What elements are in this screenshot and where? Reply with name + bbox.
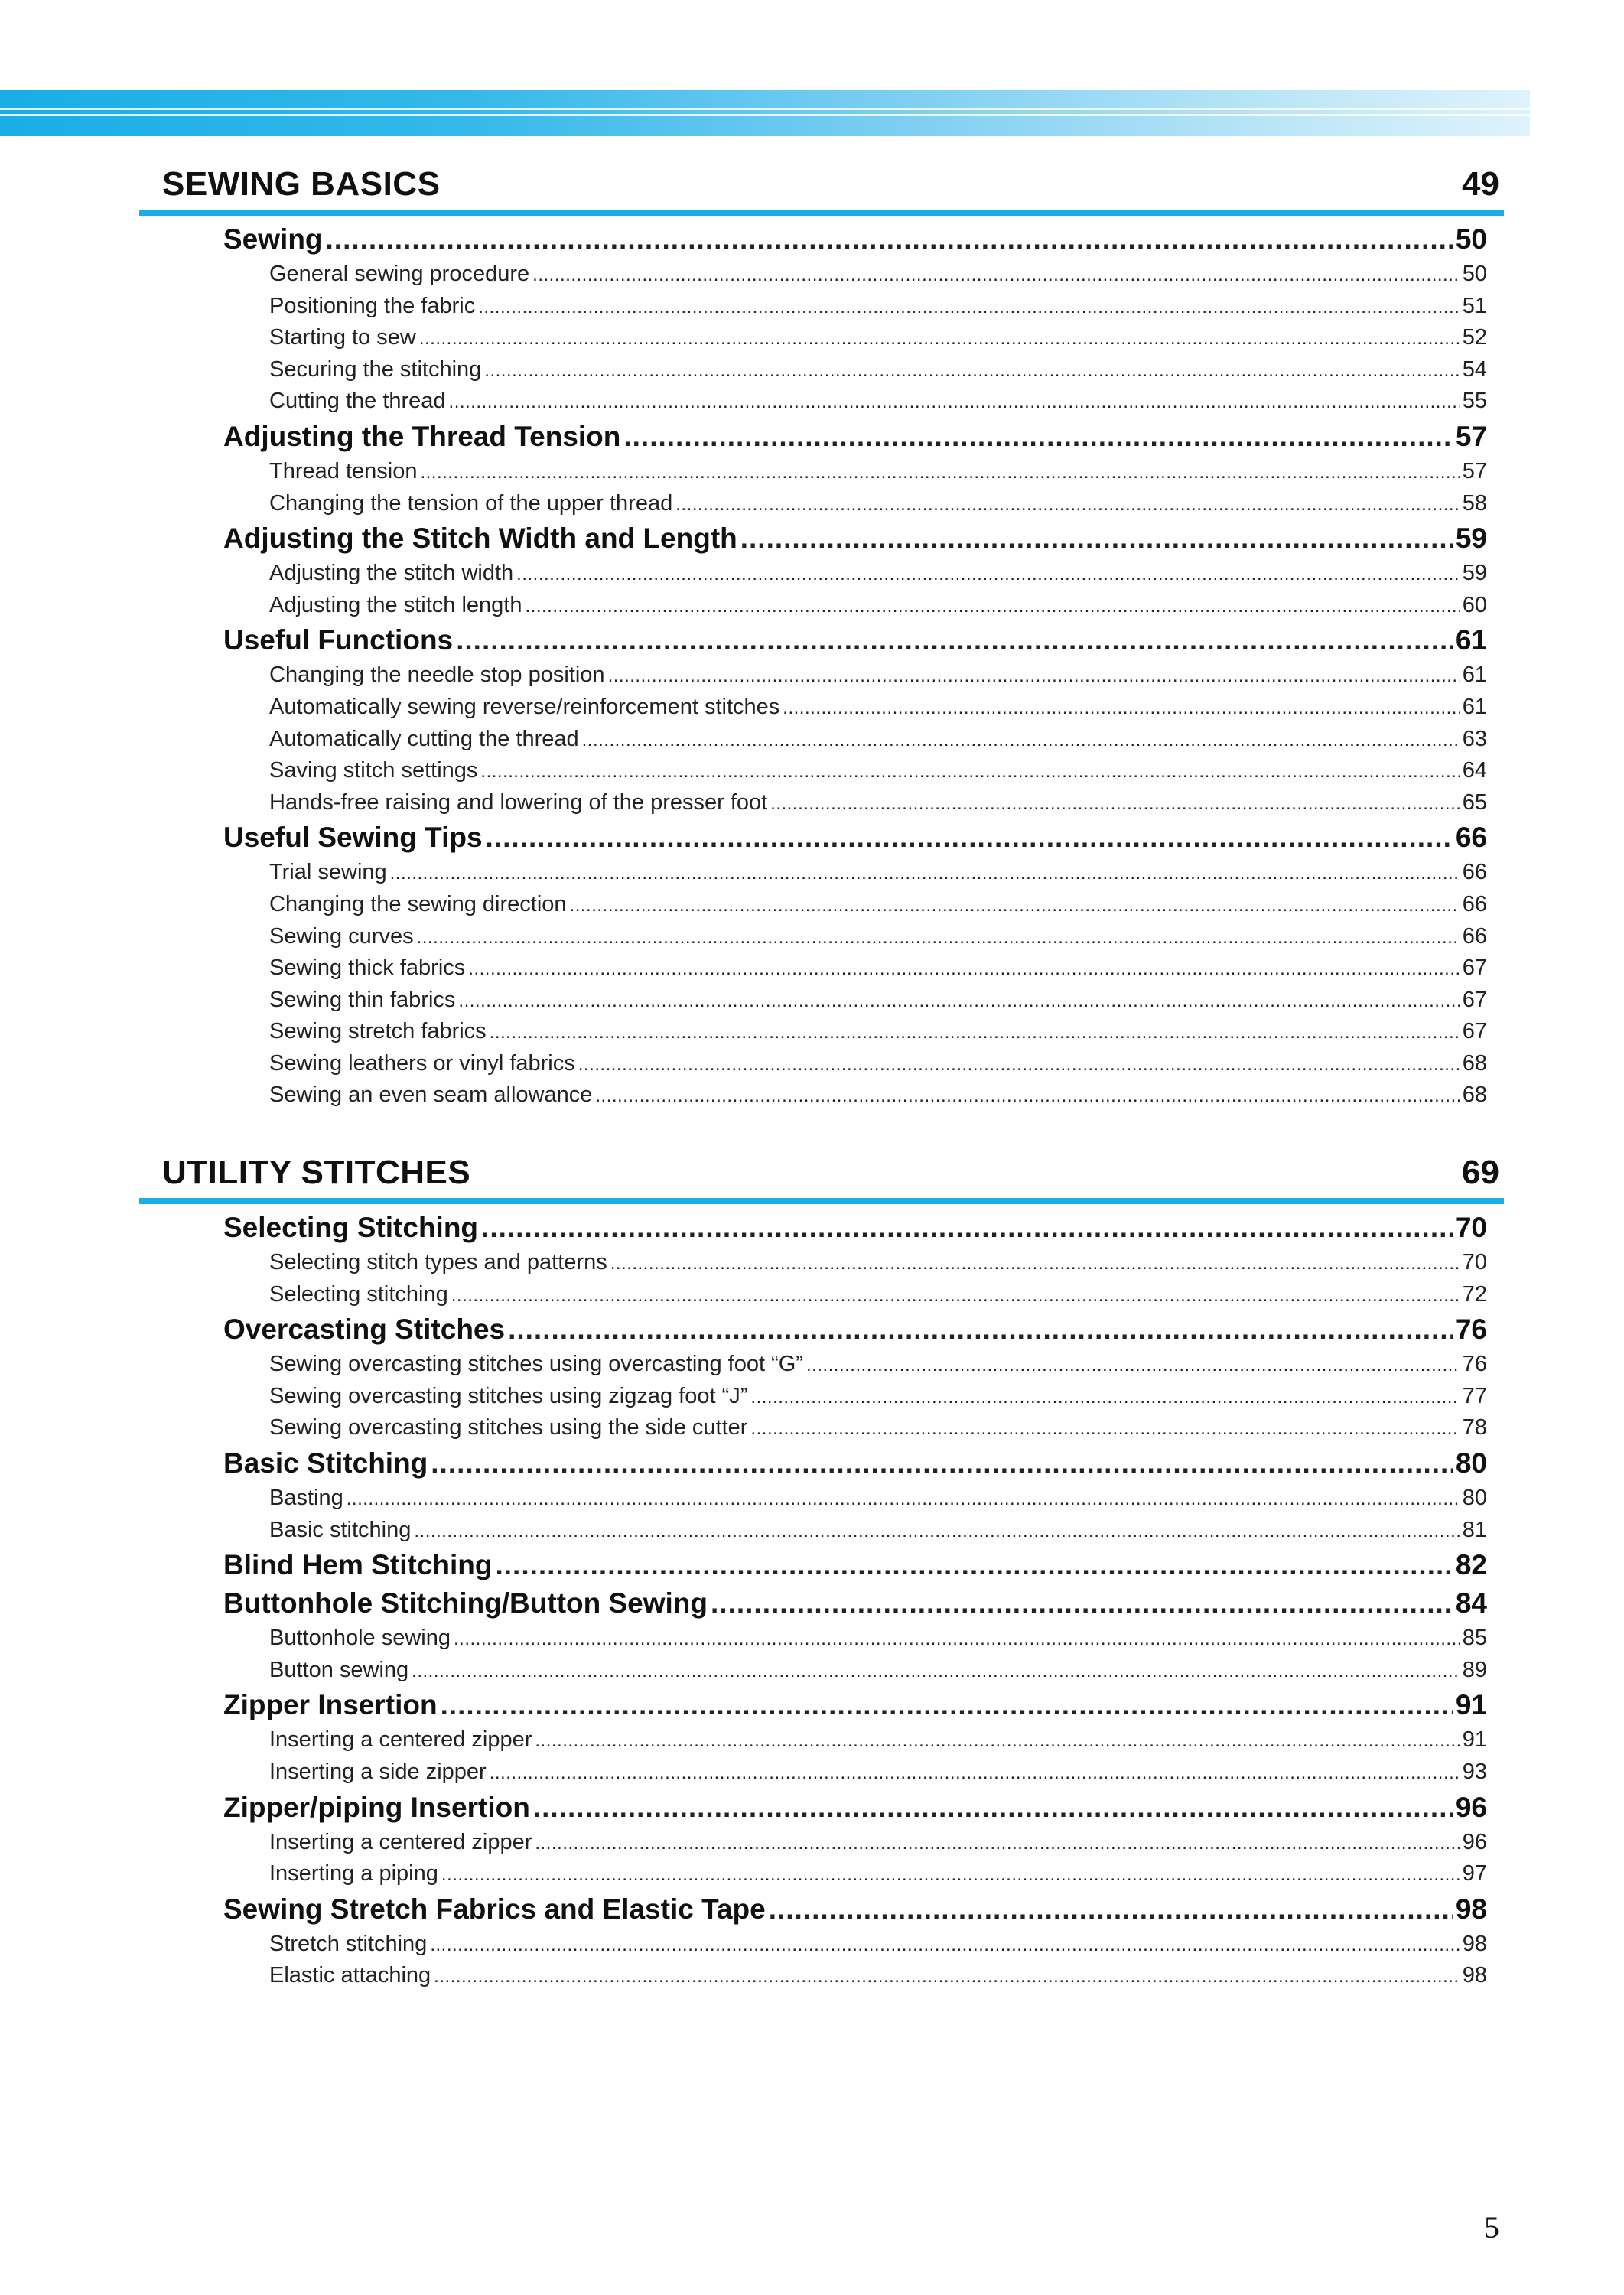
section-title: Zipper/piping Insertion [223, 1791, 530, 1823]
subsection-title: Inserting a piping [269, 1861, 438, 1886]
subsection-title: Button sewing [269, 1657, 409, 1682]
subsection-page-number: 66 [1462, 860, 1487, 885]
subsection-page-number: 61 [1462, 662, 1487, 688]
subsection-page-number: 97 [1462, 1861, 1487, 1886]
chapter-page-number: 49 [1462, 165, 1499, 203]
toc-subsection-entry[interactable] [269, 386, 1487, 418]
dot-leader [610, 1247, 1460, 1280]
subsection-page-number: 70 [1462, 1250, 1487, 1274]
toc-subsection-entry[interactable] [269, 291, 1487, 323]
section-page-number: 82 [1455, 1549, 1487, 1581]
dot-leader [454, 1623, 1460, 1655]
section-title: Selecting Stitching [223, 1212, 479, 1243]
section-page-number: 70 [1455, 1212, 1487, 1243]
subsection-page-number: 81 [1462, 1517, 1487, 1542]
toc-section-entry[interactable] [223, 1444, 1487, 1483]
dot-leader [582, 724, 1460, 757]
section-page-number: 59 [1455, 522, 1487, 555]
dot-leader [711, 1584, 1453, 1623]
dot-leader [441, 1686, 1453, 1724]
toc-subsection-entry[interactable] [269, 1960, 1487, 1992]
dot-leader [623, 418, 1452, 456]
dot-leader [451, 1279, 1460, 1312]
dot-leader [740, 519, 1453, 558]
dot-leader [468, 952, 1459, 985]
section-title: Zipper Insertion [223, 1689, 438, 1721]
toc-section-entry[interactable] [223, 1789, 1487, 1827]
subsection-page-number: 50 [1462, 262, 1487, 286]
subsection-page-number: 77 [1462, 1383, 1487, 1408]
subsection-page-number: 96 [1462, 1829, 1487, 1854]
toc-subsection-entry[interactable] [269, 1623, 1487, 1655]
subsection-page-number: 93 [1462, 1759, 1487, 1784]
subsection-title: Saving stitch settings [269, 758, 478, 783]
dot-leader [481, 1209, 1453, 1247]
toc-subsection-entry[interactable] [269, 985, 1487, 1017]
dot-leader [496, 1546, 1453, 1584]
toc-subsection-entry[interactable] [269, 1079, 1487, 1112]
subsection-page-number: 80 [1462, 1485, 1487, 1510]
subsection-page-number: 66 [1462, 891, 1487, 916]
toc-section-entry[interactable] [223, 1310, 1487, 1349]
section-page-number: 61 [1455, 624, 1487, 656]
dot-leader [770, 787, 1459, 820]
chapter-page-number: 69 [1462, 1154, 1499, 1191]
subsection-page-number: 65 [1462, 789, 1487, 815]
dot-leader [578, 1048, 1460, 1081]
toc-subsection-entry[interactable] [269, 857, 1487, 889]
dot-leader [750, 1412, 1459, 1445]
subsection-page-number: 52 [1462, 325, 1487, 350]
section-title: Sewing [223, 223, 323, 255]
section-title: Overcasting Stitches [223, 1314, 506, 1346]
dot-leader [490, 1016, 1460, 1049]
dot-leader [486, 819, 1453, 857]
subsection-page-number: 72 [1462, 1281, 1487, 1307]
toc-section-entry[interactable] [223, 1890, 1487, 1929]
subsection-title: Sewing overcasting stitches using zigzag foot “J” [269, 1383, 748, 1408]
section-page-number: 98 [1455, 1893, 1487, 1925]
subsection-title: Elastic attaching [269, 1963, 431, 1988]
dot-leader [431, 1444, 1453, 1483]
subsection-title: Sewing leathers or vinyl fabrics [269, 1050, 575, 1076]
subsection-title: Changing the tension of the upper thread [269, 490, 673, 516]
section-title: Useful Sewing Tips [223, 822, 483, 854]
section-page-number: 84 [1455, 1587, 1487, 1620]
subsection-title: Thread tension [269, 458, 418, 483]
dot-leader [456, 621, 1453, 659]
toc-subsection-entry[interactable] [269, 1756, 1487, 1789]
subsection-title: General sewing procedure [269, 262, 530, 286]
section-title: Adjusting the Thread Tension [223, 420, 621, 452]
toc-subsection-entry[interactable] [269, 1929, 1487, 1961]
toc-section-entry[interactable] [223, 220, 1487, 259]
dot-leader [608, 659, 1460, 692]
subsection-title: Sewing stretch fabrics [269, 1019, 487, 1044]
subsection-title: Sewing an even seam allowance [269, 1082, 593, 1108]
toc-section-entry[interactable] [223, 418, 1487, 456]
toc-subsection-entry[interactable] [269, 1016, 1487, 1048]
dot-leader [420, 456, 1459, 489]
subsection-page-number: 68 [1462, 1082, 1487, 1108]
toc-section-entry[interactable] [223, 1546, 1487, 1584]
subsection-page-number: 78 [1462, 1415, 1487, 1440]
dot-leader [390, 857, 1460, 890]
chapter-header [139, 1152, 1504, 1204]
subsection-page-number: 67 [1462, 955, 1487, 981]
toc-subsection-entry[interactable] [269, 1515, 1487, 1547]
section-page-number: 96 [1455, 1791, 1487, 1823]
dot-leader [675, 488, 1460, 521]
toc-section-entry[interactable] [223, 1686, 1487, 1724]
subsection-page-number: 55 [1462, 389, 1487, 414]
subsection-title: Inserting a centered zipper [269, 1727, 532, 1753]
subsection-title: Changing the needle stop position [269, 662, 605, 688]
toc-subsection-entry[interactable] [269, 1483, 1487, 1515]
toc-subsection-entry[interactable] [269, 1858, 1487, 1890]
dot-leader [769, 1890, 1453, 1929]
toc-subsection-entry[interactable] [269, 755, 1487, 787]
dot-leader [783, 692, 1459, 724]
subsection-title: Inserting a centered zipper [269, 1829, 532, 1854]
toc-subsection-entry[interactable] [269, 590, 1487, 622]
section-page-number: 57 [1455, 420, 1487, 452]
section-title: Useful Functions [223, 624, 454, 656]
subsection-page-number: 66 [1462, 923, 1487, 949]
dot-leader [419, 322, 1460, 355]
subsection-title: Sewing thin fabrics [269, 987, 456, 1012]
section-page-number: 80 [1455, 1447, 1487, 1479]
dot-leader [532, 259, 1460, 291]
toc-subsection-entry[interactable] [269, 952, 1487, 985]
dot-leader [750, 1381, 1459, 1414]
toc-subsection-entry[interactable] [269, 724, 1487, 756]
dot-leader [516, 558, 1460, 591]
toc-subsection-entry[interactable] [269, 1724, 1487, 1756]
section-title: Adjusting the Stitch Width and Length [223, 522, 737, 555]
toc-subsection-entry[interactable] [269, 659, 1487, 692]
section-page-number: 66 [1455, 822, 1487, 854]
dot-leader [430, 1929, 1459, 1961]
subsection-title: Hands-free raising and lowering of the presser foot [269, 789, 768, 815]
chapter-entries [223, 220, 1487, 1112]
section-page-number: 76 [1455, 1314, 1487, 1346]
toc-subsection-entry[interactable] [269, 322, 1487, 354]
dot-leader [595, 1079, 1459, 1112]
subsection-page-number: 51 [1462, 293, 1487, 318]
toc-subsection-entry[interactable] [269, 1048, 1487, 1080]
subsection-title: Securing the stitching [269, 356, 482, 382]
section-title: Basic Stitching [223, 1447, 428, 1479]
subsection-page-number: 59 [1462, 561, 1487, 586]
page-number: 5 [1484, 2210, 1499, 2245]
subsection-title: Adjusting the stitch width [269, 561, 514, 586]
chapter-sewing-basics [139, 164, 1504, 1112]
section-page-number: 91 [1455, 1689, 1487, 1721]
subsection-title: Trial sewing [269, 860, 387, 885]
subsection-title: Starting to sew [269, 325, 416, 350]
subsection-title: Positioning the fabric [269, 293, 476, 318]
header-band [0, 90, 1530, 136]
toc-subsection-entry[interactable] [269, 889, 1487, 921]
toc-subsection-entry[interactable] [269, 488, 1487, 520]
subsection-title: Selecting stitch types and patterns [269, 1250, 607, 1274]
subsection-page-number: 91 [1462, 1727, 1487, 1753]
dot-leader [478, 291, 1460, 324]
dot-leader [533, 1789, 1453, 1827]
toc-subsection-entry[interactable] [269, 1655, 1487, 1687]
chapter-utility-stitches [139, 1152, 1504, 1992]
subsection-title: Adjusting the stitch length [269, 592, 522, 617]
dot-leader [417, 921, 1460, 954]
subsection-page-number: 85 [1462, 1626, 1487, 1651]
section-title: Buttonhole Stitching/Button Sewing [223, 1587, 708, 1620]
toc-section-entry[interactable] [223, 819, 1487, 857]
dot-leader [434, 1960, 1460, 1993]
subsection-page-number: 68 [1462, 1050, 1487, 1076]
subsection-title: Sewing overcasting stitches using overcasting foot “G” [269, 1352, 803, 1377]
toc-subsection-entry[interactable] [269, 787, 1487, 819]
dot-leader [535, 1827, 1459, 1860]
subsection-title: Sewing thick fabrics [269, 955, 466, 981]
toc-subsection-entry[interactable] [269, 259, 1487, 291]
chapter-title: UTILITY STITCHES [162, 1154, 471, 1191]
dot-leader [347, 1483, 1460, 1515]
subsection-page-number: 60 [1462, 592, 1487, 617]
toc-section-entry[interactable] [223, 1209, 1487, 1247]
section-page-number: 50 [1455, 223, 1487, 255]
subsection-page-number: 61 [1462, 694, 1487, 719]
subsection-title: Basting [269, 1485, 343, 1510]
subsection-page-number: 63 [1462, 726, 1487, 751]
chapter-entries [223, 1209, 1487, 1992]
toc-subsection-entry[interactable] [269, 1381, 1487, 1413]
subsection-page-number: 67 [1462, 1019, 1487, 1044]
chapter-header [139, 164, 1504, 216]
subsection-title: Changing the sewing direction [269, 891, 567, 916]
subsection-page-number: 98 [1462, 1963, 1487, 1988]
dot-leader [480, 755, 1459, 788]
subsection-page-number: 54 [1462, 356, 1487, 382]
subsection-page-number: 98 [1462, 1931, 1487, 1956]
dot-leader [484, 354, 1459, 387]
subsection-title: Automatically cutting the thread [269, 726, 579, 751]
toc-subsection-entry[interactable] [269, 1279, 1487, 1311]
subsection-page-number: 89 [1462, 1657, 1487, 1682]
section-title: Blind Hem Stitching [223, 1549, 493, 1581]
subsection-page-number: 58 [1462, 490, 1487, 516]
dot-leader [570, 889, 1460, 922]
dot-leader [449, 386, 1460, 418]
dot-leader [441, 1858, 1460, 1891]
subsection-page-number: 76 [1462, 1352, 1487, 1377]
header-stripe [0, 114, 1530, 116]
toc-subsection-entry[interactable] [269, 1827, 1487, 1859]
dot-leader [414, 1515, 1459, 1548]
subsection-title: Buttonhole sewing [269, 1626, 451, 1651]
subsection-title: Stretch stitching [269, 1931, 428, 1956]
toc-section-entry[interactable] [223, 1584, 1487, 1623]
subsection-page-number: 67 [1462, 987, 1487, 1012]
toc-subsection-entry[interactable] [269, 456, 1487, 488]
dot-leader [412, 1655, 1460, 1688]
subsection-title: Sewing overcasting stitches using the side cutter [269, 1415, 748, 1440]
dot-leader [535, 1724, 1459, 1757]
dot-leader [326, 220, 1453, 259]
toc-subsection-entry[interactable] [269, 354, 1487, 386]
subsection-page-number: 64 [1462, 758, 1487, 783]
toc-subsection-entry[interactable] [269, 1412, 1487, 1444]
subsection-title: Basic stitching [269, 1517, 412, 1542]
toc-subsection-entry[interactable] [269, 921, 1487, 953]
dot-leader [508, 1310, 1453, 1349]
subsection-title: Sewing curves [269, 923, 414, 949]
section-title: Sewing Stretch Fabrics and Elastic Tape [223, 1893, 766, 1925]
dot-leader [490, 1756, 1460, 1789]
toc-section-entry[interactable] [223, 621, 1487, 659]
subsection-title: Cutting the thread [269, 389, 446, 414]
dot-leader [806, 1349, 1460, 1382]
subsection-title: Inserting a side zipper [269, 1759, 487, 1784]
toc-subsection-entry[interactable] [269, 1349, 1487, 1381]
dot-leader [458, 985, 1459, 1017]
toc-subsection-entry[interactable] [269, 558, 1487, 590]
subsection-page-number: 57 [1462, 458, 1487, 483]
chapter-title: SEWING BASICS [162, 165, 441, 203]
toc-subsection-entry[interactable] [269, 692, 1487, 724]
toc-subsection-entry[interactable] [269, 1247, 1487, 1279]
subsection-title: Selecting stitching [269, 1281, 448, 1307]
subsection-title: Automatically sewing reverse/reinforcement stitches [269, 694, 780, 719]
toc-section-entry[interactable] [223, 519, 1487, 558]
header-stripe [0, 108, 1530, 110]
dot-leader [525, 590, 1459, 623]
